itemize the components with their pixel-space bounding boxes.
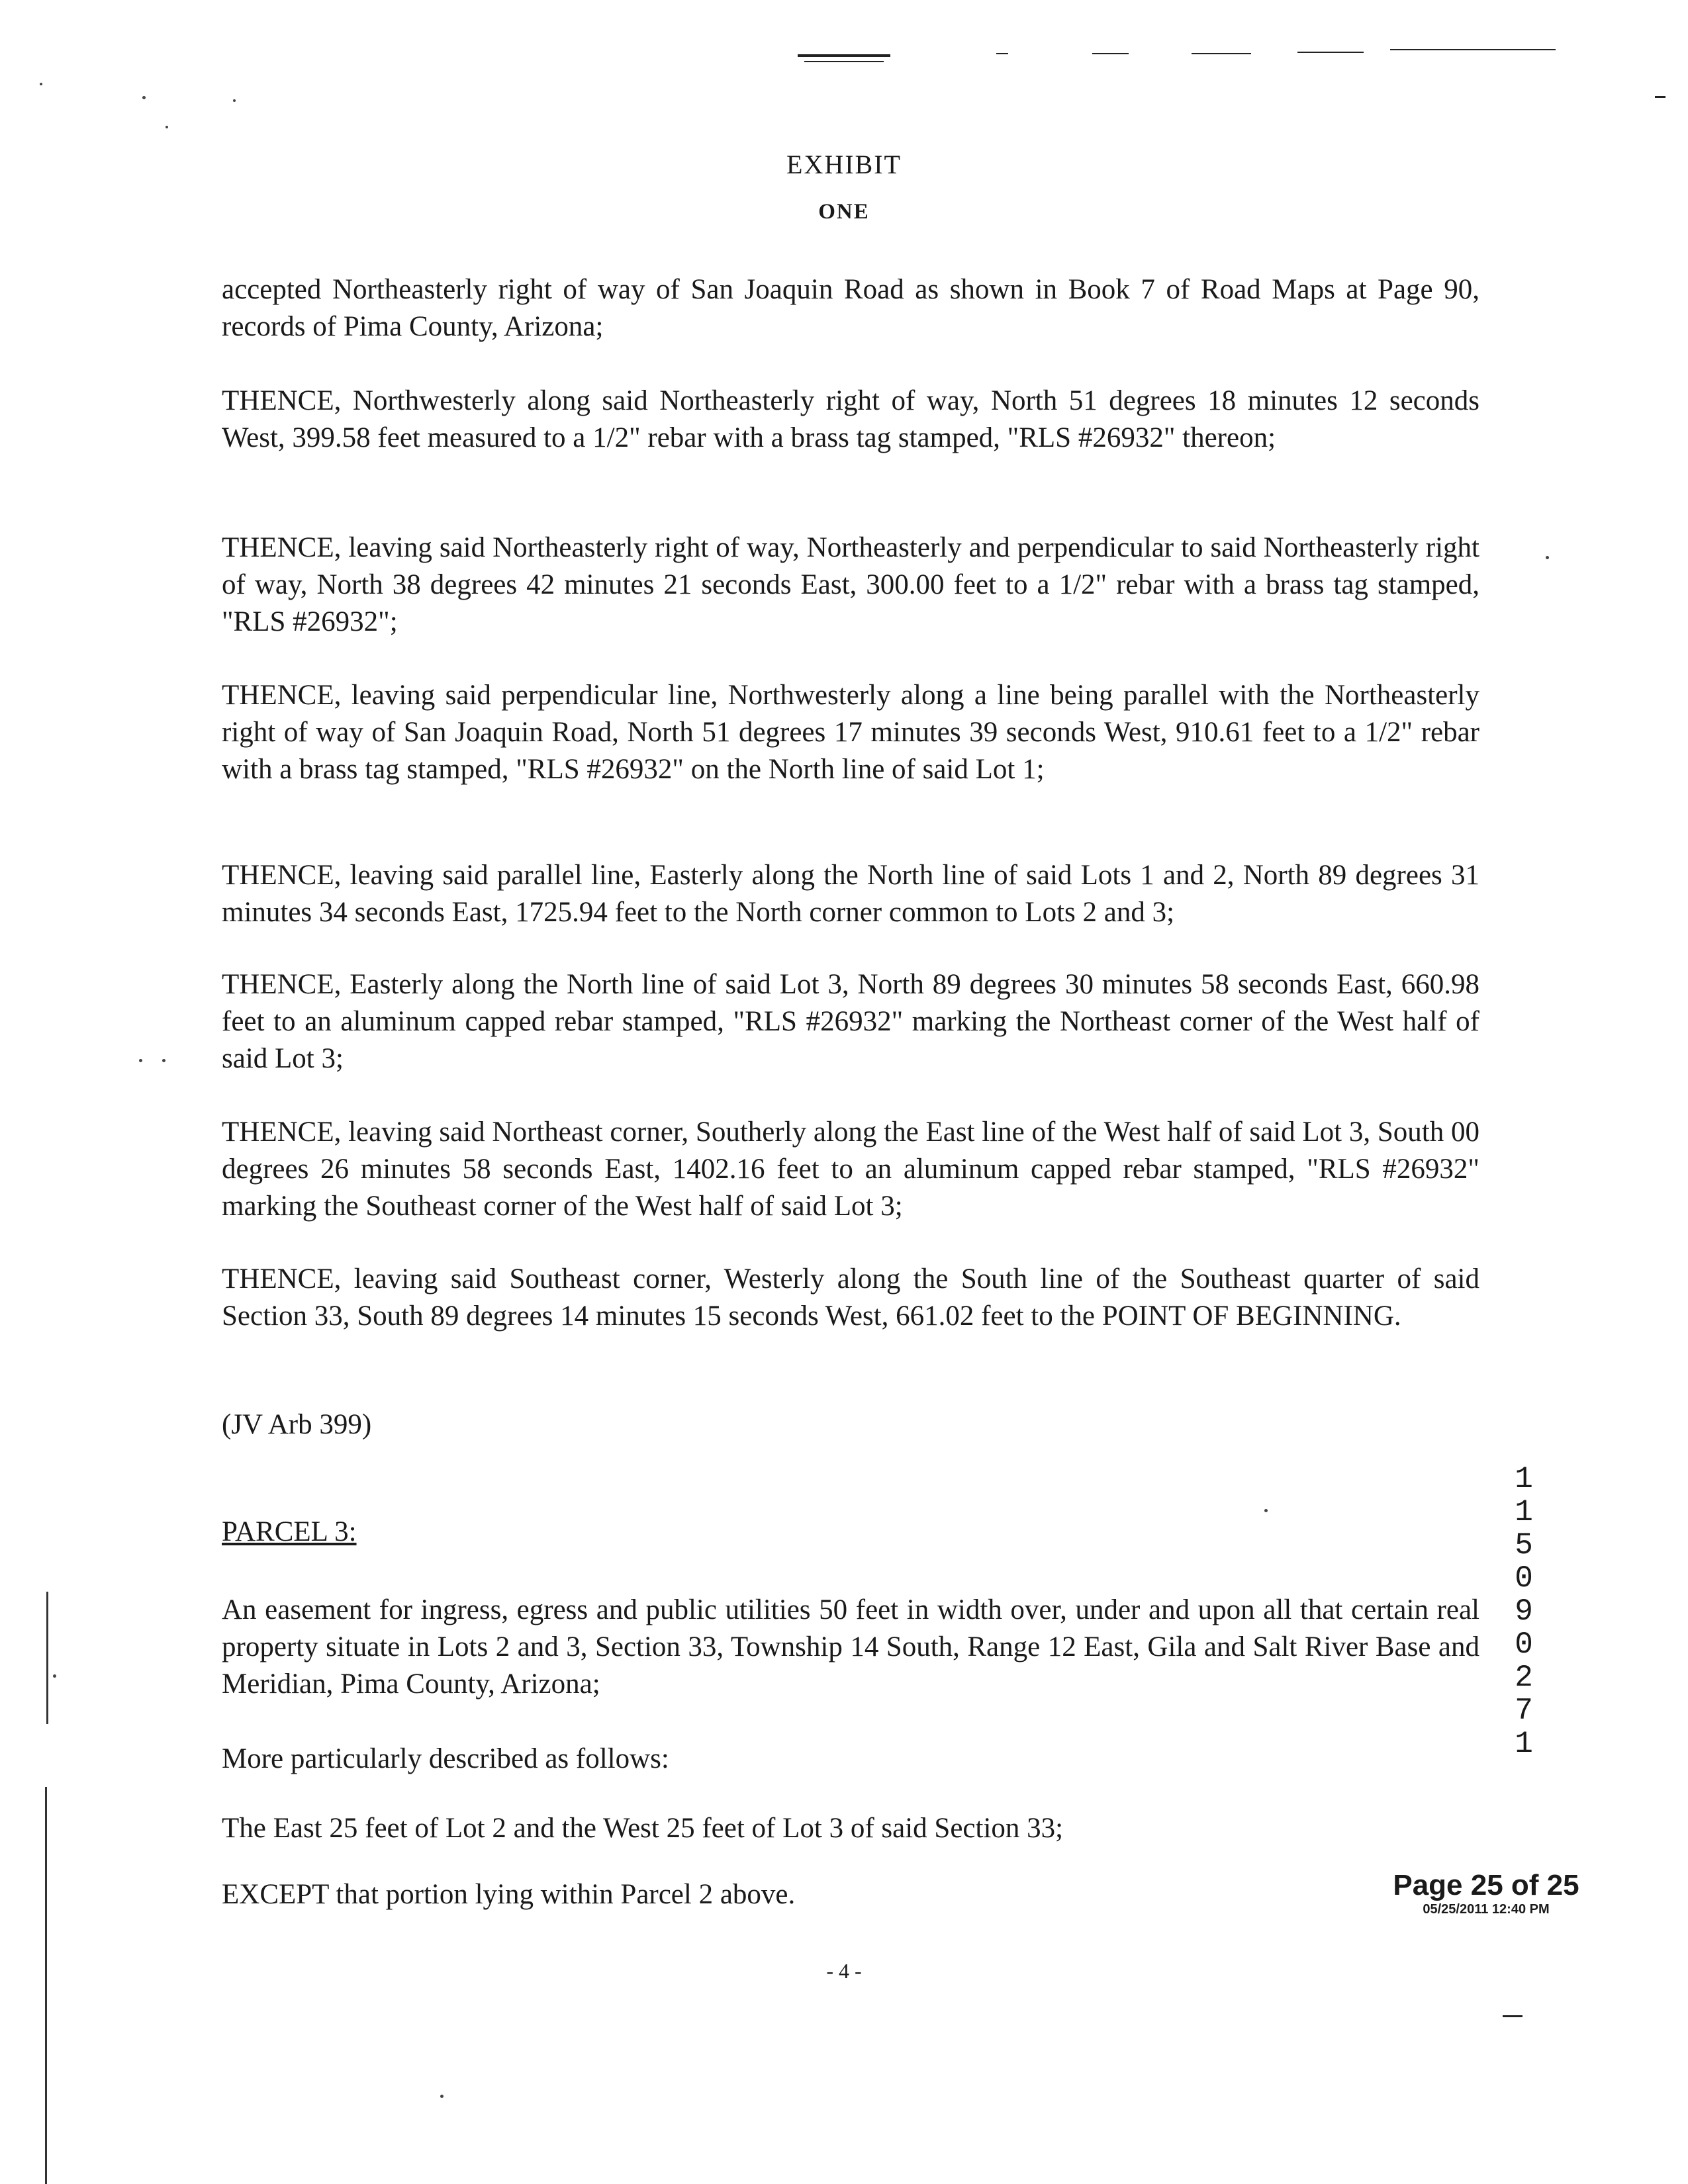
scan-speck xyxy=(1546,556,1549,559)
legal-paragraph: THENCE, Northwesterly along said Northeasterly right of way, North 51 degrees 18 minutes 12 seconds West, 399.58 feet measured to a 1/2" rebar with a brass tag stamped, "RLS #26932" thereon; xyxy=(222,385,1479,453)
page-folio: - 4 - xyxy=(826,1959,862,1983)
legal-paragraph: THENCE, leaving said Northeast corner, Southerly along the East line of the West half of said Lot 3, South 00 degrees 26 minutes 58 seconds East, 1402.16 feet to an aluminum capped rebar stamped, "RLS #26932" marking the Southeast corner of the West half of said Lot 3; xyxy=(222,1116,1479,1222)
legal-paragraph: THENCE, leaving said parallel line, Easterly along the North line of said Lots 1 and 2, North 89 degrees 31 minutes 34 seconds East, 1725.94 feet to the North corner common to Lots 2 and 3; xyxy=(222,860,1479,928)
page-timestamp: 05/25/2011 12:40 PM xyxy=(1423,1902,1550,1917)
scan-mark xyxy=(1503,2015,1523,2017)
scan-speck xyxy=(40,83,42,85)
scan-speck xyxy=(162,1059,165,1062)
scan-mark xyxy=(1655,96,1665,98)
scan-speck xyxy=(165,126,168,128)
scan-rule xyxy=(996,53,1008,54)
parcel-description: An easement for ingress, egress and public utilities 50 feet in width over, under and upon all that certain real property situate in Lots 2 and 3, Section 33, Township 14 South, Range 12 East, Gila and Salt River Base and Meridian, Pima County, Arizona; xyxy=(222,1594,1479,1700)
scan-speck xyxy=(53,1674,56,1678)
parcel-detail: More particularly described as follows: xyxy=(222,1743,669,1774)
scan-speck xyxy=(440,2095,444,2098)
scan-speck xyxy=(139,1059,142,1062)
scan-margin-line xyxy=(46,1592,48,1724)
page-count: Page 25 of 25 xyxy=(1393,1869,1579,1901)
recording-number-stamp: 11509 0271 xyxy=(1515,1462,1533,1761)
legal-paragraph: accepted Northeasterly right of way of San Joaquin Road as shown in Book 7 of Road Maps at Page 90, records of Pima County, Arizona; xyxy=(222,274,1479,342)
scan-rule xyxy=(1297,52,1364,53)
scan-mark xyxy=(798,54,890,57)
scan-rule xyxy=(1092,53,1129,54)
legal-paragraph: THENCE, leaving said Northeasterly right of way, Northeasterly and perpendicular to said Northeasterly right of way, North 38 degrees 42 minutes 21 seconds East, 300.00 feet to a 1/2" rebar with a brass tag stamped, "RLS #26932"; xyxy=(222,532,1479,637)
legal-paragraph: THENCE, leaving said perpendicular line, Northwesterly along a line being parallel with the Northeasterly right of way of San Joaquin Road, North 51 degrees 17 minutes 39 seconds West, 910.61 feet to a 1/2" rebar with a brass tag stamped, "RLS #26932" on the North line of said Lot 1; xyxy=(222,680,1479,785)
parcel-exception: EXCEPT that portion lying within Parcel 2 above. xyxy=(222,1879,796,1910)
legal-paragraph: THENCE, Easterly along the North line of said Lot 3, North 89 degrees 30 minutes 58 seconds East, 660.98 feet to an aluminum capped rebar stamped, "RLS #26932" marking the Northeast corner of the West half of said Lot 3; xyxy=(222,969,1479,1074)
parcel-detail: The East 25 feet of Lot 2 and the West 25 feet of Lot 3 of said Section 33; xyxy=(222,1813,1064,1844)
scan-margin-line xyxy=(45,2105,47,2184)
exhibit-title: EXHIBIT xyxy=(786,150,902,179)
scan-rule xyxy=(1192,53,1251,54)
scan-speck xyxy=(1264,1509,1268,1512)
reference-note: (JV Arb 399) xyxy=(222,1409,372,1440)
exhibit-subtitle: ONE xyxy=(818,200,870,224)
scan-speck xyxy=(142,96,146,99)
legal-paragraph: THENCE, leaving said Southeast corner, Westerly along the South line of the Southeast quarter of said Section 33, South 89 degrees 14 minutes 15 seconds West, 661.02 feet to the POINT OF BEGINNING. xyxy=(222,1263,1479,1332)
scan-mark xyxy=(804,61,884,62)
parcel-heading: PARCEL 3: xyxy=(222,1516,357,1547)
scan-margin-line xyxy=(45,1787,47,2105)
scan-speck xyxy=(233,99,236,102)
scan-rule xyxy=(1390,49,1556,50)
